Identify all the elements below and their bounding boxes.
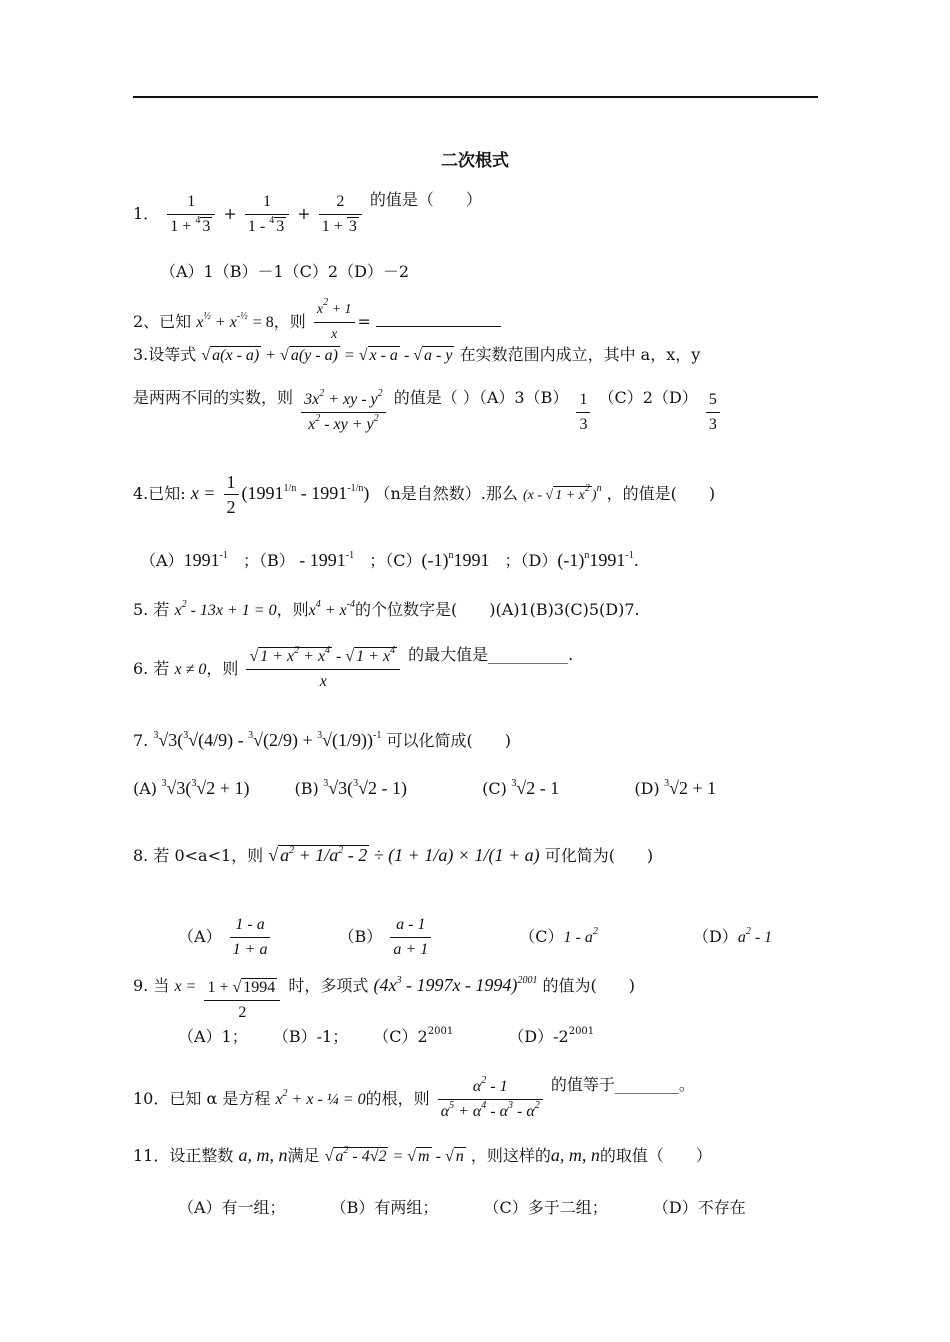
answer-blank[interactable] <box>376 326 501 327</box>
question-3: 3.设等式 √ a(x - a) + √ a(y - a) = √ x - a - √ a - y 在实数范围内成立，其中 a，x，y <box>133 345 701 364</box>
question-8-options: （A） $\frac{1 - a}{1 + a}$ （B） $\frac{a - 1}{a + 1}$ $(C)1 - a^2$ $(D)a^2 - 1$ <box>178 916 773 958</box>
question-4-options: $(A)1991^{-1}$ ；$(B) - 1991^{-1}$ ；$(C)(-1)^n1991$ ；$(D)(-1)^n1991^{-1}$. <box>140 550 639 570</box>
question-4: 4.已知: x = $\frac{1}{2}$ $(1991^{1/n} - 1991^{-1/n})$ （n是自然数）.那么 (x - √ $1 + x^2$ )$^n$ ，的值是( ) <box>133 472 716 517</box>
question-3-line2: 是两两不同的实数，则 $\frac{3x^2 + xy - y^2}{x^2 - xy + y^2}$ 的值是（ ）（A）3（B） $\frac{1}{3}$ （C）2（D） $\frac{5}{3}$ <box>133 388 723 435</box>
question-7: 7. $^3√3(^3√(4/9) - ^3√(2/9) + ^3√(1/9))^{-1}$ 可以化简成( ) <box>133 730 511 750</box>
question-6: 6. 若 x ≠ 0，则 $\frac{√ 1 + x^2 + x^4 - √ 1 + x^4}{x}$ 的最大值是__________. <box>133 645 574 690</box>
header-rule <box>133 96 818 98</box>
question-9: 9. 当 x = $\frac{1 + √ 1994}{2}$ 时，多项式 $(4x^3 - 1997x - 1994)^{2001}$ 的值为( ) <box>133 975 636 1021</box>
question-1-options: （A）1（B）－1（C）2（D）－2 <box>160 262 410 281</box>
page-title: 二次根式 <box>441 151 509 171</box>
question-1: 1． $\frac{1}{1 + ^4 3}$ + $\frac{1}{1 - ^4 3}$ + $\frac{2}{1 + 3}$ 的值是（ ） <box>133 190 482 235</box>
question-7-options: (A) $^3$√3($^3$√2 + 1) (B) $^3$√3($^3$√2 - 1) (C) $^3$√2 - 1 (D) $^3$√2 + 1 <box>133 778 717 798</box>
question-8: 8. 若 0<a<1，则 √ $a^2 + 1/a^2 - 2 \div (1 + 1/a) \times 1/(1 + a)$ 可化简为( ) <box>133 845 654 865</box>
question-11-options: （A）有一组； （B）有两组； （C）多于二组； （D）不存在 <box>178 1198 746 1217</box>
question-10: 10．已知 α 是方程 $x^2 + x$ - ¼ = 0的根，则 $\frac{\alpha^2 - 1}{\alpha^5 + \alpha^4 - \alpha^3 - \alpha^2}$ 的值等于________。 <box>133 1075 695 1120</box>
question-5: 5. 若 $x^2 - 13x + 1 = 0$，则$x^4 + x^{-4}$的个位数字是( )(A)1(B)3(C)5(D)7. <box>133 599 640 619</box>
question-11: 11．设正整数 a, m, n满足 √ $a^2 - 4√2$ = √ m - √ n ，则这样的a, m, n的取值（ ） <box>133 1145 712 1165</box>
question-9-options: （A）1； （B）-1； $(C)2^{2001}$ $(D)-2^{2001}$ <box>178 1026 595 1046</box>
question-2: 2、已知 $x^{\frac{1}{2}} + x^{-\frac{1}{2}} = 8$，则 $\frac{x^2 + 1}{x}$ = <box>133 300 501 345</box>
